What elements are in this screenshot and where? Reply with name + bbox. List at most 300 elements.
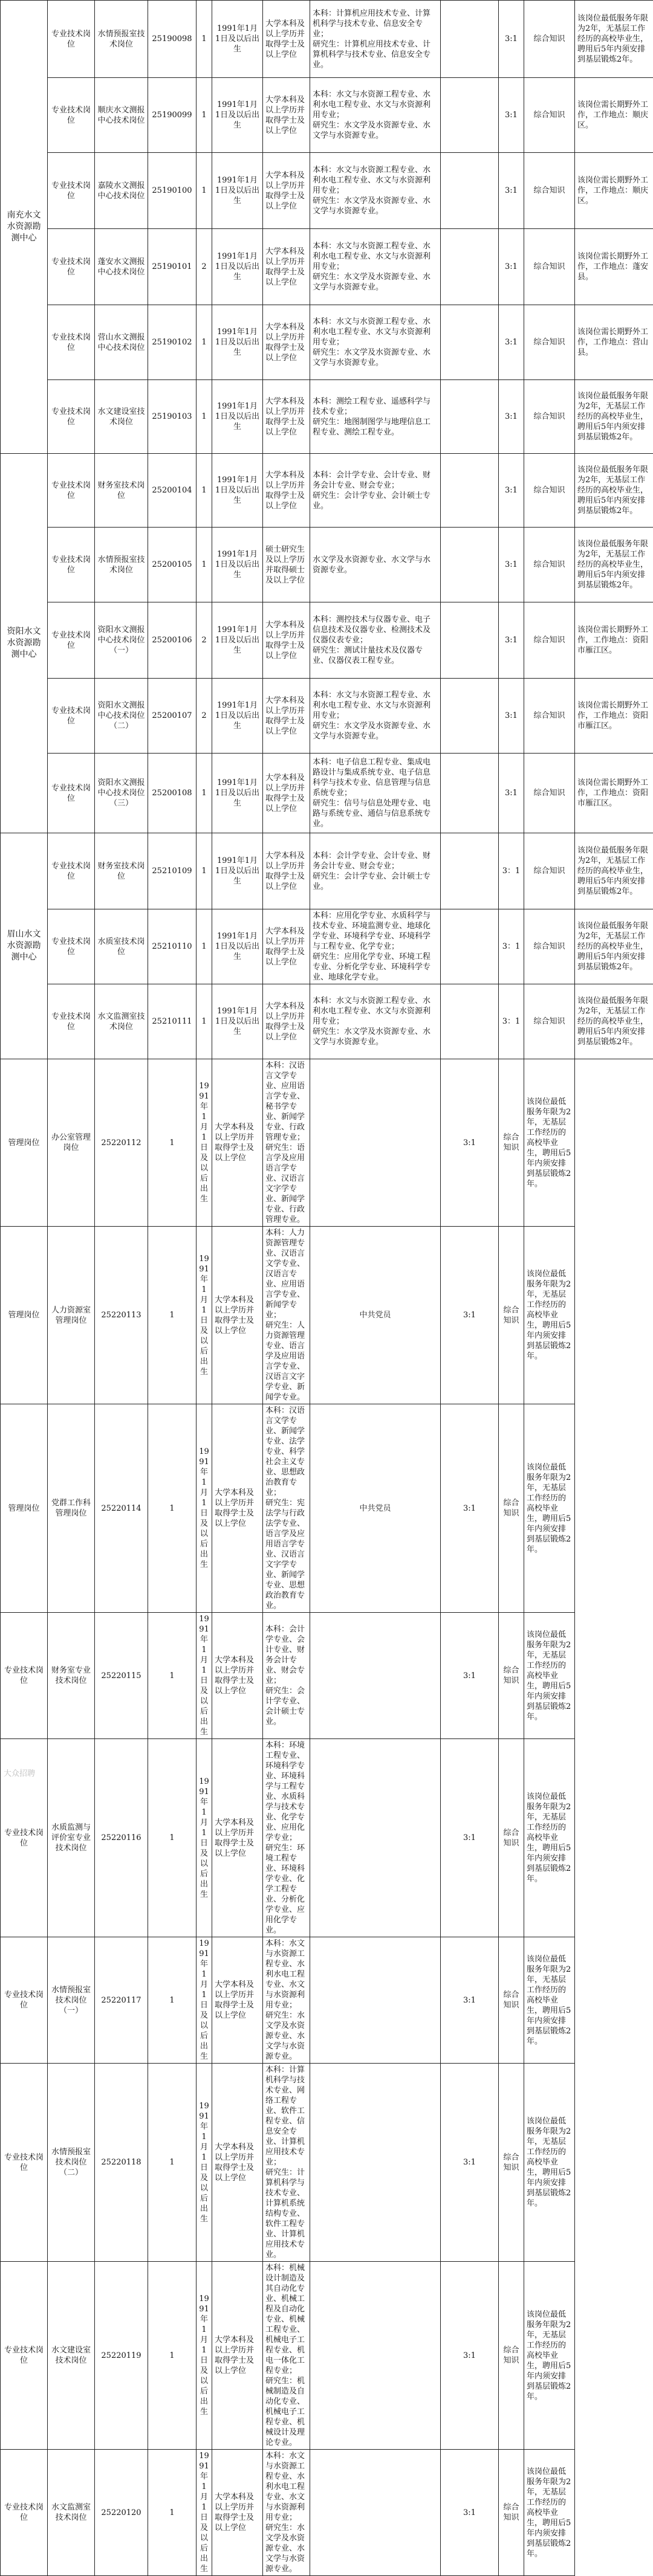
hire-count-cell: 2 — [197, 229, 212, 305]
remarks-cell: 该岗位需长期野外工作，工作地点：资阳市雁江区。 — [575, 602, 653, 679]
post-name-cell: 水质监测与评价室专业技术岗位 — [48, 1739, 95, 1937]
hire-count-cell: 1 — [197, 1, 212, 78]
other-requirement-cell: 中共党员 — [310, 1227, 441, 1404]
table-row — [1, 153, 653, 229]
major-line: 研究生：环境工程专业、环境科学专业、化学工程专业、分析化学专业、应用化学专业。 — [265, 1844, 305, 1935]
job-type-cell: 专业技术岗位 — [48, 679, 95, 754]
exam-subject-cell: 综合知识 — [499, 2064, 524, 2262]
hire-count-cell: 1 — [197, 153, 212, 229]
hire-count-cell: 1 — [197, 528, 212, 602]
major-requirement-cell — [310, 833, 441, 909]
major-requirement-cell — [310, 602, 441, 679]
education-requirement-cell: 大学本科及以上学历并取得学士及以上学位 — [212, 2262, 263, 2450]
table-row — [1, 2262, 653, 2450]
exam-ratio-cell: 3:1 — [499, 380, 524, 454]
major-line: 本科：机械设计制造及其自动化专业、机械工程及自动化专业、机械工程专业、机械电子工程专业、机电一体化工程专业； — [265, 2264, 305, 2375]
post-code-cell: 25190100 — [148, 153, 197, 229]
table-row — [1, 528, 653, 602]
post-code-cell: 25220117 — [95, 1937, 148, 2064]
exam-subject-cell: 综合知识 — [524, 454, 575, 528]
job-type-cell: 专业技术岗位 — [1, 1739, 48, 1937]
other-requirement-cell — [441, 1, 499, 78]
exam-ratio-cell: 3：1 — [499, 833, 524, 909]
post-code-cell: 25210111 — [148, 984, 197, 1059]
job-type-cell: 专业技术岗位 — [1, 2450, 48, 2576]
exam-ratio-cell: 3:1 — [499, 153, 524, 229]
exam-subject-cell: 综合知识 — [524, 153, 575, 229]
education-requirement-cell: 大学本科及以上学历并取得学士及以上学位 — [263, 602, 310, 679]
major-line: 本科：水文与水资源工程专业、水利水电工程专业、水文与水资源利用专业； — [265, 2452, 305, 2522]
age-requirement-cell: 1991年1月1日及以后出生 — [212, 380, 263, 454]
exam-ratio-cell: 3:1 — [441, 1937, 499, 2064]
major-requirement-cell — [310, 984, 441, 1059]
exam-ratio-cell: 3:1 — [441, 1739, 499, 1937]
exam-ratio-cell: 3:1 — [499, 305, 524, 380]
major-line: 本科：环境工程专业、环境科学专业、环境科学与工程专业、水质科学与技术专业、化学专业、应用化学专业； — [265, 1741, 305, 1842]
education-requirement-cell: 大学本科及以上学历并取得学士及以上学位 — [212, 1937, 263, 2064]
major-requirement-cell — [263, 1613, 310, 1739]
exam-subject-cell: 综合知识 — [524, 833, 575, 909]
hire-count-cell: 1 — [148, 1613, 197, 1739]
other-requirement-cell — [310, 1059, 441, 1227]
remarks-cell: 该岗位需长期野外工作，工作地点：顺庆区。 — [575, 78, 653, 153]
post-code-cell: 25210110 — [148, 909, 197, 984]
job-type-cell: 专业技术岗位 — [1, 1937, 48, 2064]
other-requirement-cell — [441, 153, 499, 229]
exam-ratio-cell: 3:1 — [441, 1227, 499, 1404]
education-requirement-cell: 大学本科及以上学历并取得学士及以上学位 — [263, 754, 310, 833]
major-requirement-cell — [310, 909, 441, 984]
major-line: 研究生：会计学专业、会计硕士专业。 — [313, 872, 430, 891]
age-requirement-cell: 1991年1月1日及以后出生 — [212, 1, 263, 78]
age-requirement-cell: 1991年1月1日及以后出生 — [212, 602, 263, 679]
hire-count-cell: 1 — [197, 909, 212, 984]
post-code-cell: 25190099 — [148, 78, 197, 153]
post-code-cell: 25220112 — [95, 1059, 148, 1227]
exam-ratio-cell: 3:1 — [441, 1613, 499, 1739]
remarks-cell: 该岗位最低服务年限为2年，无基层工作经历的高校毕业生，聘用后5年内须安排到基层锻炼2年。 — [575, 1, 653, 78]
post-code-cell: 25220114 — [95, 1404, 148, 1613]
hire-count-cell: 1 — [148, 1937, 197, 2064]
major-line: 本科：汉语言文学专业、新闻学专业、法学专业、科学社会主义专业、思想政治教育专业； — [265, 1406, 305, 1497]
job-type-cell: 管理岗位 — [1, 1404, 48, 1613]
age-requirement-cell: 1991年1月1日及以后出生 — [212, 754, 263, 833]
major-line: 本科：会计学专业、会计专业、财务会计专业、财会专业； — [313, 851, 430, 871]
major-line: 研究生：水文学及水资源专业、水文学与水资源专业。 — [313, 348, 430, 367]
major-line: 本科：水文与水资源工程专业、水利水电工程专业、水文与水资源利用专业； — [313, 996, 430, 1026]
other-requirement-cell — [441, 305, 499, 380]
hire-count-cell: 1 — [197, 754, 212, 833]
post-code-cell: 25190103 — [148, 380, 197, 454]
post-code-cell: 25220113 — [95, 1227, 148, 1404]
major-requirement-cell — [310, 153, 441, 229]
exam-subject-cell: 综合知识 — [499, 1613, 524, 1739]
post-name-cell: 营山水文测报中心技术岗位 — [95, 305, 148, 380]
job-type-cell: 专业技术岗位 — [48, 454, 95, 528]
age-requirement-cell: 1991年1月1日及以后出生 — [212, 78, 263, 153]
job-type-cell: 管理岗位 — [1, 1227, 48, 1404]
hire-count-cell: 1 — [197, 984, 212, 1059]
exam-ratio-cell: 3：1 — [499, 984, 524, 1059]
post-name-cell: 办公室管理岗位 — [48, 1059, 95, 1227]
major-line: 本科：水文与水资源工程专业、水利水电工程专业、水文与水资源利用专业； — [313, 242, 430, 271]
education-requirement-cell: 大学本科及以上学历并取得学士及以上学位 — [212, 2450, 263, 2576]
job-type-cell: 专业技术岗位 — [48, 984, 95, 1059]
major-line: 研究生：水文学及水资源专业、水文学与水资源专业。 — [313, 1027, 430, 1047]
other-requirement-cell — [441, 909, 499, 984]
table-row — [1, 754, 653, 833]
exam-ratio-cell: 3:1 — [499, 679, 524, 754]
age-requirement-cell: 1991年1月1日及以后出生 — [212, 305, 263, 380]
hire-count-cell: 1 — [148, 1739, 197, 1937]
hire-count-cell: 1 — [197, 305, 212, 380]
remarks-cell: 该岗位需长期野外工作，工作地点：营山县。 — [575, 305, 653, 380]
post-name-cell: 财务室技术岗位 — [95, 833, 148, 909]
hire-count-cell: 1 — [197, 78, 212, 153]
table-row — [1, 1613, 653, 1739]
major-line: 研究生：水文学及水资源专业、水文学与水资源专业。 — [313, 121, 430, 140]
post-code-cell: 25220120 — [95, 2450, 148, 2576]
table-row — [1, 1, 653, 78]
exam-subject-cell: 综合知识 — [524, 754, 575, 833]
major-line: 本科：水文与水资源工程专业、水利水电工程专业、水文与水资源利用专业； — [313, 317, 430, 347]
age-requirement-cell: 1991年1月1日及以后出生 — [197, 2064, 212, 2262]
major-requirement-cell — [310, 380, 441, 454]
other-requirement-cell — [441, 229, 499, 305]
table-row — [1, 2450, 653, 2576]
major-line: 研究生：语言学及应用语言学专业、汉语言文字学专业、新闻学专业、行政管理专业。 — [265, 1143, 305, 1224]
age-requirement-cell: 1991年1月1日及以后出生 — [212, 153, 263, 229]
hire-count-cell: 1 — [148, 1404, 197, 1613]
hire-count-cell: 2 — [197, 679, 212, 754]
education-requirement-cell: 硕士研究生及以上学历并取得硕士及以上学位 — [263, 528, 310, 602]
exam-subject-cell: 综合知识 — [499, 1739, 524, 1937]
job-type-cell: 专业技术岗位 — [48, 909, 95, 984]
post-name-cell: 水情预报室技术岗位 — [95, 528, 148, 602]
other-requirement-cell — [441, 528, 499, 602]
exam-subject-cell: 综合知识 — [499, 2450, 524, 2576]
post-code-cell: 25200107 — [148, 679, 197, 754]
age-requirement-cell: 1991年1月1日及以后出生 — [212, 833, 263, 909]
major-line: 研究生：计算机科学与技术专业、计算机系统结构专业、软件工程专业、计算机应用技术专业。 — [265, 2168, 305, 2259]
major-line: 研究生：水文学及水资源专业、水文学与水资源专业。 — [313, 273, 430, 292]
exam-ratio-cell: 3:1 — [499, 754, 524, 833]
remarks-cell: 该岗位需长期野外工作，工作地点：资阳市雁江区。 — [575, 754, 653, 833]
education-requirement-cell: 大学本科及以上学历并取得学士及以上学位 — [263, 454, 310, 528]
age-requirement-cell: 1991年1月1日及以后出生 — [212, 229, 263, 305]
post-name-cell: 水文建设室技术岗位 — [95, 380, 148, 454]
hire-count-cell: 1 — [148, 2450, 197, 2576]
post-name-cell: 水文监测室技术岗位 — [48, 2450, 95, 2576]
major-line: 研究生：水文学及水资源专业、水文学与水资源专业。 — [265, 2523, 305, 2574]
exam-subject-cell: 综合知识 — [524, 984, 575, 1059]
remarks-cell: 该岗位最低服务年限为2年，无基层工作经历的高校毕业生，聘用后5年内须安排到基层锻炼2年。 — [524, 1613, 575, 1739]
post-code-cell: 25210109 — [148, 833, 197, 909]
remarks-cell: 该岗位最低服务年限为2年，无基层工作经历的高校毕业生，聘用后5年内须安排到基层锻炼2年。 — [575, 909, 653, 984]
education-requirement-cell: 大学本科及以上学历并取得学士及以上学位 — [263, 984, 310, 1059]
major-requirement-cell — [263, 2064, 310, 2262]
major-line: 本科：应用化学专业、水质科学与技术专业、环境监测专业、地球化学专业、环境科学专业、环境科学与工程专业、化学专业； — [313, 911, 430, 951]
education-requirement-cell: 大学本科及以上学历并取得学士及以上学位 — [263, 679, 310, 754]
major-line: 研究生：水文学及水资源专业、水文学与水资源专业。 — [265, 2011, 305, 2061]
job-type-cell: 专业技术岗位 — [48, 833, 95, 909]
education-requirement-cell: 大学本科及以上学历并取得学士及以上学位 — [263, 78, 310, 153]
job-type-cell: 专业技术岗位 — [48, 602, 95, 679]
other-requirement-cell — [310, 2064, 441, 2262]
major-line: 研究生：计算机应用技术专业、计算机科学与技术专业、信息安全专业。 — [313, 40, 430, 69]
post-name-cell: 顺庆水文测报中心技术岗位 — [95, 78, 148, 153]
other-requirement-cell — [310, 1613, 441, 1739]
post-code-cell: 25200106 — [148, 602, 197, 679]
exam-subject-cell: 综合知识 — [524, 78, 575, 153]
major-line: 本科：汉语言文学专业、应用语言学专业、秘书学专业、新闻学专业、行政管理专业； — [265, 1061, 305, 1142]
job-type-cell: 专业技术岗位 — [48, 754, 95, 833]
remarks-cell: 该岗位最低服务年限为2年，无基层工作经历的高校毕业生，聘用后5年内须安排到基层锻炼2年。 — [524, 1739, 575, 1937]
exam-subject-cell: 综合知识 — [499, 1404, 524, 1613]
education-requirement-cell: 大学本科及以上学历并取得学士及以上学位 — [263, 153, 310, 229]
table-row — [1, 454, 653, 528]
major-line: 研究生：水文学及水资源专业、水文学与水资源专业。 — [313, 721, 430, 741]
post-name-cell: 资阳水文测报中心技术岗位（三） — [95, 754, 148, 833]
other-requirement-cell — [310, 1937, 441, 2064]
job-type-cell: 专业技术岗位 — [1, 2064, 48, 2262]
job-type-cell: 专业技术岗位 — [48, 229, 95, 305]
age-requirement-cell: 1991年1月1日及以后出生 — [212, 909, 263, 984]
post-name-cell: 水情预报室技术岗位 — [95, 1, 148, 78]
table-row — [1, 679, 653, 754]
post-name-cell: 资阳水文测报中心技术岗位（二） — [95, 679, 148, 754]
remarks-cell: 该岗位最低服务年限为2年，无基层工作经历的高校毕业生，聘用后5年内须安排到基层锻炼2年。 — [575, 984, 653, 1059]
major-requirement-cell — [263, 1404, 310, 1613]
post-code-cell: 25200104 — [148, 454, 197, 528]
exam-subject-cell: 综合知识 — [524, 305, 575, 380]
other-requirement-cell — [441, 454, 499, 528]
major-line: 研究生：会计学专业、会计硕士专业。 — [265, 1687, 305, 1726]
major-requirement-cell — [310, 528, 441, 602]
post-code-cell: 25220116 — [95, 1739, 148, 1937]
exam-ratio-cell: 3:1 — [499, 229, 524, 305]
major-line: 本科：测绘工程专业、遥感科学与技术专业； — [313, 397, 430, 416]
other-requirement-cell — [441, 984, 499, 1059]
table-row — [1, 1227, 653, 1404]
age-requirement-cell: 1991年1月1日及以后出生 — [197, 1937, 212, 2064]
other-requirement-cell — [441, 602, 499, 679]
post-code-cell: 25200108 — [148, 754, 197, 833]
hire-count-cell: 1 — [148, 2262, 197, 2450]
post-name-cell: 水质室技术岗位 — [95, 909, 148, 984]
table-row — [1, 1404, 653, 1613]
remarks-cell: 该岗位需长期野外工作，工作地点：蓬安县。 — [575, 229, 653, 305]
other-requirement-cell — [310, 1739, 441, 1937]
remarks-cell: 该岗位最低服务年限为2年，无基层工作经历的高校毕业生，聘用后5年内须安排到基层锻炼2年。 — [524, 2064, 575, 2262]
education-requirement-cell: 大学本科及以上学历并取得学士及以上学位 — [212, 1059, 263, 1227]
education-requirement-cell: 大学本科及以上学历并取得学士及以上学位 — [212, 1404, 263, 1613]
hire-count-cell: 1 — [148, 1059, 197, 1227]
age-requirement-cell: 1991年1月1日及以后出生 — [197, 1059, 212, 1227]
remarks-cell: 该岗位最低服务年限为2年，无基层工作经历的高校毕业生，聘用后5年内须安排到基层锻炼2年。 — [524, 1227, 575, 1404]
remarks-cell: 该岗位最低服务年限为2年，无基层工作经历的高校毕业生，聘用后5年内须安排到基层锻炼2年。 — [524, 2262, 575, 2450]
hire-count-cell: 1 — [148, 1227, 197, 1404]
age-requirement-cell: 1991年1月1日及以后出生 — [197, 1613, 212, 1739]
table-row — [1, 833, 653, 909]
unit-name-cell: 南充水文水资源勘测中心 — [1, 1, 48, 454]
major-line: 本科：计算机应用技术专业、计算机科学与技术专业、信息安全专业； — [313, 9, 430, 39]
age-requirement-cell: 1991年1月1日及以后出生 — [197, 2450, 212, 2576]
exam-ratio-cell: 3:1 — [499, 454, 524, 528]
job-type-cell: 专业技术岗位 — [48, 305, 95, 380]
exam-subject-cell: 综合知识 — [524, 1, 575, 78]
post-name-cell: 资阳水文测报中心技术岗位（一） — [95, 602, 148, 679]
exam-ratio-cell: 3:1 — [499, 602, 524, 679]
other-requirement-cell — [441, 380, 499, 454]
hire-count-cell: 1 — [148, 2064, 197, 2262]
age-requirement-cell: 1991年1月1日及以后出生 — [212, 984, 263, 1059]
exam-ratio-cell: 3:1 — [441, 1404, 499, 1613]
remarks-cell: 该岗位需长期野外工作，工作地点：资阳市雁江区。 — [575, 679, 653, 754]
table-row — [1, 909, 653, 984]
education-requirement-cell: 大学本科及以上学历并取得学士及以上学位 — [212, 1227, 263, 1404]
table-row — [1, 1937, 653, 2064]
major-requirement-cell — [310, 229, 441, 305]
major-line: 本科：会计学专业、会计专业、财务会计专业、财会专业； — [313, 471, 430, 490]
exam-subject-cell: 综合知识 — [499, 2262, 524, 2450]
major-line: 本科：人力资源管理专业、汉语言文学专业、汉语言专业、应用语言学专业、新闻学专业； — [265, 1228, 305, 1320]
major-requirement-cell — [263, 2450, 310, 2576]
other-requirement-cell — [441, 679, 499, 754]
major-line: 本科：水文与水资源工程专业、水利水电工程专业、水文与水资源利用专业； — [313, 166, 430, 195]
major-line: 本科：水文与水资源工程专业、水利水电工程专业、水文与水资源利用专业； — [265, 1939, 305, 2010]
major-line: 研究生：机械制造及自动化专业、机械电子工程专业、机械设计及理论专业。 — [265, 2377, 305, 2447]
post-name-cell: 水文监测室技术岗位 — [95, 984, 148, 1059]
exam-ratio-cell: 3:1 — [499, 1, 524, 78]
major-requirement-cell — [263, 1937, 310, 2064]
major-requirement-cell — [263, 1739, 310, 1937]
exam-ratio-cell: 3:1 — [441, 1059, 499, 1227]
major-line: 研究生：水文学及水资源专业、水文学与水资源专业。 — [313, 196, 430, 216]
post-code-cell: 25190098 — [148, 1, 197, 78]
exam-ratio-cell: 3:1 — [441, 2450, 499, 2576]
table-row — [1, 1739, 653, 1937]
post-name-cell: 水情预报室技术岗位（二） — [48, 2064, 95, 2262]
major-line: 研究生：测试计量技术及仪器专业、仪器仪表工程专业。 — [313, 646, 423, 665]
exam-subject-cell: 综合知识 — [524, 679, 575, 754]
post-name-cell: 蓬安水文测报中心技术岗位 — [95, 229, 148, 305]
post-name-cell: 党群工作科管理岗位 — [48, 1404, 95, 1613]
table-row — [1, 1059, 653, 1227]
major-line: 研究生：人力资源管理专业、语言学及应用语言学专业、汉语言文字学专业、新闻学专业。 — [265, 1321, 305, 1402]
table-row — [1, 2064, 653, 2262]
major-requirement-cell — [310, 305, 441, 380]
job-type-cell: 专业技术岗位 — [1, 2262, 48, 2450]
other-requirement-cell — [310, 2450, 441, 2576]
education-requirement-cell: 大学本科及以上学历并取得学士及以上学位 — [263, 909, 310, 984]
exam-subject-cell: 综合知识 — [524, 528, 575, 602]
education-requirement-cell: 大学本科及以上学历并取得学士及以上学位 — [263, 833, 310, 909]
age-requirement-cell: 1991年1月1日及以后出生 — [197, 2262, 212, 2450]
job-type-cell: 专业技术岗位 — [1, 1613, 48, 1739]
post-code-cell: 25220119 — [95, 2262, 148, 2450]
remarks-cell: 该岗位最低服务年限为2年，无基层工作经历的高校毕业生，聘用后5年内须安排到基层锻炼2年。 — [575, 833, 653, 909]
age-requirement-cell: 1991年1月1日及以后出生 — [197, 1227, 212, 1404]
unit-name-cell: 眉山水文水资源勘测中心 — [1, 833, 48, 1059]
post-name-cell: 水文建设室技术岗位 — [48, 2262, 95, 2450]
major-line: 本科：水文与水资源工程专业、水利水电工程专业、水文与水资源利用专业； — [313, 691, 430, 720]
exam-subject-cell: 综合知识 — [499, 1059, 524, 1227]
table-row — [1, 305, 653, 380]
job-type-cell: 专业技术岗位 — [48, 153, 95, 229]
exam-subject-cell: 综合知识 — [524, 380, 575, 454]
major-line: 本科：计算机科学与技术专业、网络工程专业、软件工程专业、信息安全专业、计算机应用技术专业； — [265, 2065, 305, 2167]
job-type-cell: 专业技术岗位 — [48, 78, 95, 153]
education-requirement-cell: 大学本科及以上学历并取得学士及以上学位 — [212, 2064, 263, 2262]
major-requirement-cell — [310, 754, 441, 833]
major-requirement-cell — [310, 1, 441, 78]
major-line: 研究生：信号与信息处理专业、电路与系统专业、通信与信息系统专业。 — [313, 799, 430, 828]
exam-ratio-cell: 3:1 — [499, 78, 524, 153]
post-code-cell: 25190102 — [148, 305, 197, 380]
age-requirement-cell: 1991年1月1日及以后出生 — [197, 1404, 212, 1613]
hire-count-cell: 1 — [197, 833, 212, 909]
major-line: 本科：测控技术与仪器专业、电子信息技术及仪器专业、检测技术及仪器仪表专业； — [313, 615, 430, 645]
table-body — [1, 1, 653, 2576]
post-name-cell: 财务室技术岗位 — [95, 454, 148, 528]
education-requirement-cell: 大学本科及以上学历并取得学士及以上学位 — [263, 229, 310, 305]
age-requirement-cell: 1991年1月1日及以后出生 — [197, 1739, 212, 1937]
post-code-cell: 25220118 — [95, 2064, 148, 2262]
remarks-cell: 该岗位最低服务年限为2年，无基层工作经历的高校毕业生，聘用后5年内须安排到基层锻炼2年。 — [575, 380, 653, 454]
education-requirement-cell: 大学本科及以上学历并取得学士及以上学位 — [212, 1739, 263, 1937]
exam-ratio-cell: 3:1 — [441, 2064, 499, 2262]
education-requirement-cell: 大学本科及以上学历并取得学士及以上学位 — [263, 1, 310, 78]
exam-subject-cell: 综合知识 — [499, 1227, 524, 1404]
other-requirement-cell: 中共党员 — [310, 1404, 441, 1613]
education-requirement-cell: 大学本科及以上学历并取得学士及以上学位 — [263, 305, 310, 380]
age-requirement-cell: 1991年1月1日及以后出生 — [212, 454, 263, 528]
education-requirement-cell: 大学本科及以上学历并取得学士及以上学位 — [263, 380, 310, 454]
major-line: 研究生：会计学专业、会计硕士专业。 — [313, 491, 430, 511]
major-line: 本科：水文与水资源工程专业、水利水电工程专业、水文与水资源利用专业； — [313, 90, 430, 120]
exam-ratio-cell: 3:1 — [499, 528, 524, 602]
exam-subject-cell: 综合知识 — [524, 909, 575, 984]
major-requirement-cell — [310, 454, 441, 528]
major-requirement-cell — [263, 1059, 310, 1227]
major-requirement-cell — [310, 679, 441, 754]
exam-subject-cell: 综合知识 — [524, 229, 575, 305]
hire-count-cell: 2 — [197, 602, 212, 679]
major-line: 研究生：应用化学专业、环境工程专业、分析化学专业、环境科学专业、地球化学专业。 — [313, 952, 430, 982]
education-requirement-cell: 大学本科及以上学历并取得学士及以上学位 — [212, 1613, 263, 1739]
watermark-text: 大众招聘 — [4, 1767, 35, 1778]
major-requirement-cell — [263, 2262, 310, 2450]
hire-count-cell: 1 — [197, 380, 212, 454]
age-requirement-cell: 1991年1月1日及以后出生 — [212, 679, 263, 754]
major-requirement-cell — [310, 78, 441, 153]
major-line: 本科：电子信息工程专业、集成电路设计与集成系统专业、电子信息科学与技术专业、信息管理与信息系统专业； — [313, 758, 430, 798]
post-name-cell: 水情预报室技术岗位（一） — [48, 1937, 95, 2064]
major-line: 研究生：地图制图学与地理信息工程专业、测绘工程专业。 — [313, 418, 430, 437]
major-requirement-cell — [263, 1227, 310, 1404]
table-row — [1, 602, 653, 679]
exam-subject-cell: 综合知识 — [499, 1937, 524, 2064]
job-type-cell: 管理岗位 — [1, 1059, 48, 1227]
table-row — [1, 380, 653, 454]
age-requirement-cell: 1991年1月1日及以后出生 — [212, 528, 263, 602]
other-requirement-cell — [441, 78, 499, 153]
post-name-cell: 人力资源室管理岗位 — [48, 1227, 95, 1404]
remarks-cell: 该岗位最低服务年限为2年，无基层工作经历的高校毕业生，聘用后5年内须安排到基层锻炼2年。 — [524, 1059, 575, 1227]
post-code-cell: 25220115 — [95, 1613, 148, 1739]
exam-ratio-cell: 3:1 — [441, 2262, 499, 2450]
